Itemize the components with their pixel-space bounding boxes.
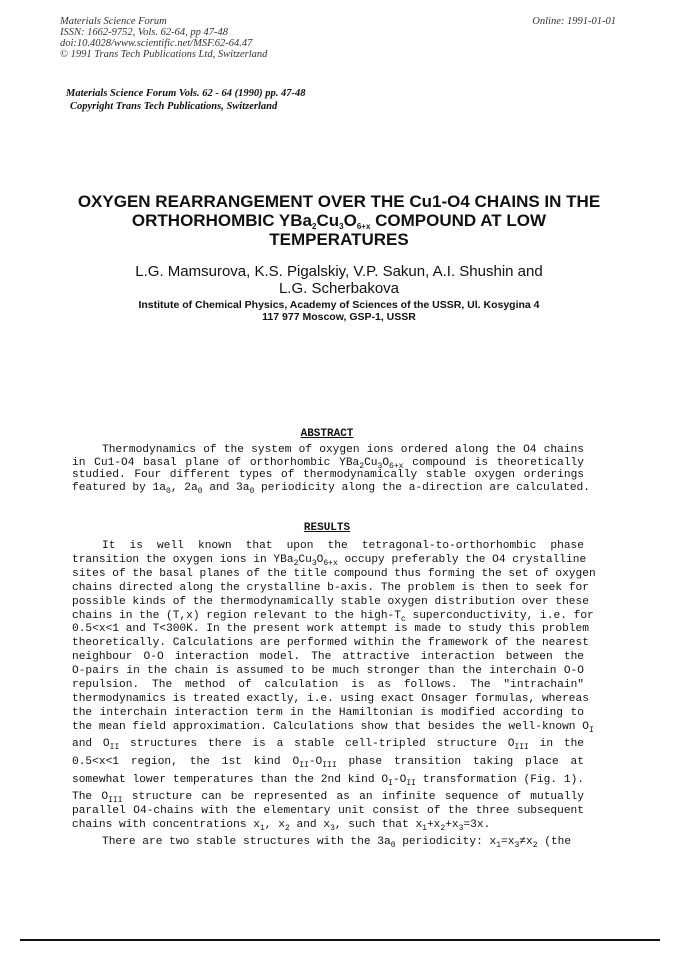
- results-line: transition the oxygen ions in $YBa_2Cu_3O_{6+x}$ occupy preferably the O4 crystalline: [72, 553, 587, 568]
- paper-title: [30, 192, 648, 249]
- meta-doi: doi:10.4028/www.scientific.net/MSF.62-64.47: [60, 38, 253, 49]
- authors-line-2: L.G. Scherbakova: [278, 280, 400, 297]
- page-bottom-rule: [20, 939, 660, 941]
- results-line: chains in the (T,x) region relevant to the high-$T_c$ superconductivity, i.e. for: [72, 609, 594, 624]
- results-line: thermodynamics is treated exactly, i.e. using exact Onsager formulas, whereas: [72, 692, 589, 705]
- results-line: the interchain interaction term in the Hamiltonian is modified according to: [72, 706, 584, 719]
- title-line-2: ORTHORHOMBIC $YBa_2Cu_3O_{6+x}$ COMPOUND AT LOW: [131, 211, 547, 231]
- results-line: possible kinds of the thermodynamically stable oxygen distribution over these: [72, 595, 589, 608]
- authors-line-1: L.G. Mamsurova, K.S. Pigalskiy, V.P. Sakun, A.I. Shushin and: [135, 263, 543, 280]
- results-line: The $O_{III}$ structure can be represented as an infinite sequence of mutually: [72, 791, 584, 806]
- results-body: [72, 540, 596, 851]
- affiliation-line-2: 117 977 Moscow, GSP-1, USSR: [262, 311, 416, 323]
- journal-copyright-line: Copyright Trans Tech Publications, Switzerland: [70, 101, 278, 112]
- publication-metadata: [60, 16, 267, 60]
- meta-copyright: © 1991 Trans Tech Publications Ltd, Switzerland: [60, 49, 268, 60]
- author-list: [30, 263, 648, 297]
- meta-issn: ISSN: 1662-9752, Vols. 62-64, pp 47-48: [60, 27, 228, 38]
- results-line: 0.5<x<1 and T<300K. In the present work attempt is made to study this problem: [72, 623, 589, 636]
- results-line: the mean field approximation. Calculations show that besides the well-known $O_I$: [72, 720, 594, 735]
- abstract-body: [72, 444, 590, 496]
- results-line: chains directed along the crystalline b-axis. The problem is then to seek for: [72, 581, 589, 594]
- abstract-line: studied. Four different types of thermodynamically stable oxygen orderings: [72, 469, 584, 481]
- results-heading: RESULTS: [303, 522, 351, 534]
- results-line: repulsion. The method of calculation is as follows. The "intrachain": [72, 679, 584, 692]
- results-line: It is well known that upon the tetragonal-to-orthorhombic phase: [102, 540, 584, 552]
- title-line-1: OXYGEN REARRANGEMENT OVER THE Cu1-O4 CHAINS IN THE: [77, 192, 601, 211]
- abstract-line: Thermodynamics of the system of oxygen ions ordered along the O4 chains: [102, 444, 584, 456]
- results-line: and $O_{II}$ structures there is a stable cell-tripled structure $O_{III}$ in the: [72, 737, 584, 752]
- results-line: 0.5<x<1 region, the 1st kind $O_{II}-O_{III}$ phase transition taking place at: [72, 755, 584, 770]
- journal-volume-line: Materials Science Forum Vols. 62 - 64 (1990) pp. 47-48: [66, 88, 306, 99]
- results-line: theoretically. Calculations are performed within the framework of the nearest: [72, 637, 589, 650]
- title-line-3: TEMPERATURES: [269, 230, 409, 249]
- results-line: neighbour O-O interaction model. The attractive interaction between the: [72, 651, 584, 664]
- results-line: O-pairs in the chain is assumed to be much stronger than the interchain O-O: [72, 665, 584, 678]
- meta-journal: Materials Science Forum: [60, 16, 167, 27]
- online-date: Online: 1991-01-01: [532, 16, 616, 27]
- affiliation-line-1: Institute of Chemical Physics, Academy of Sciences of the USSR, Ul. Kosygina 4: [138, 299, 540, 311]
- journal-citation: [66, 87, 305, 113]
- results-line: There are two stable structures with the $3a_0$ periodicity: $x_1=x_3\ne x_2$ (the: [102, 836, 572, 851]
- results-line: sites of the basal planes of the title compound thus forming the set of oxygen: [72, 567, 596, 580]
- abstract-line: featured by $1a_0$, $2a_0$ and $3a_0$ periodicity along the a-direction are calculated.: [72, 481, 590, 496]
- abstract-heading: ABSTRACT: [300, 428, 354, 440]
- results-line: chains with concentrations $x_1$, $x_2$ and $x_3$, such that $x_1+x_2+x_3=3x$.: [72, 819, 491, 834]
- results-line: somewhat lower temperatures than the 2nd kind $O_I-O_{II}$ transformation (Fig. 1).: [72, 773, 585, 788]
- affiliation: [30, 299, 648, 323]
- abstract-line: in Cu1-O4 basal plane of orthorhombic $YBa_2Cu_3O_{6+x}$ compound is theoretically: [72, 456, 584, 471]
- results-line: parallel O4-chains with the elementary unit consist of the three subsequent: [72, 805, 584, 818]
